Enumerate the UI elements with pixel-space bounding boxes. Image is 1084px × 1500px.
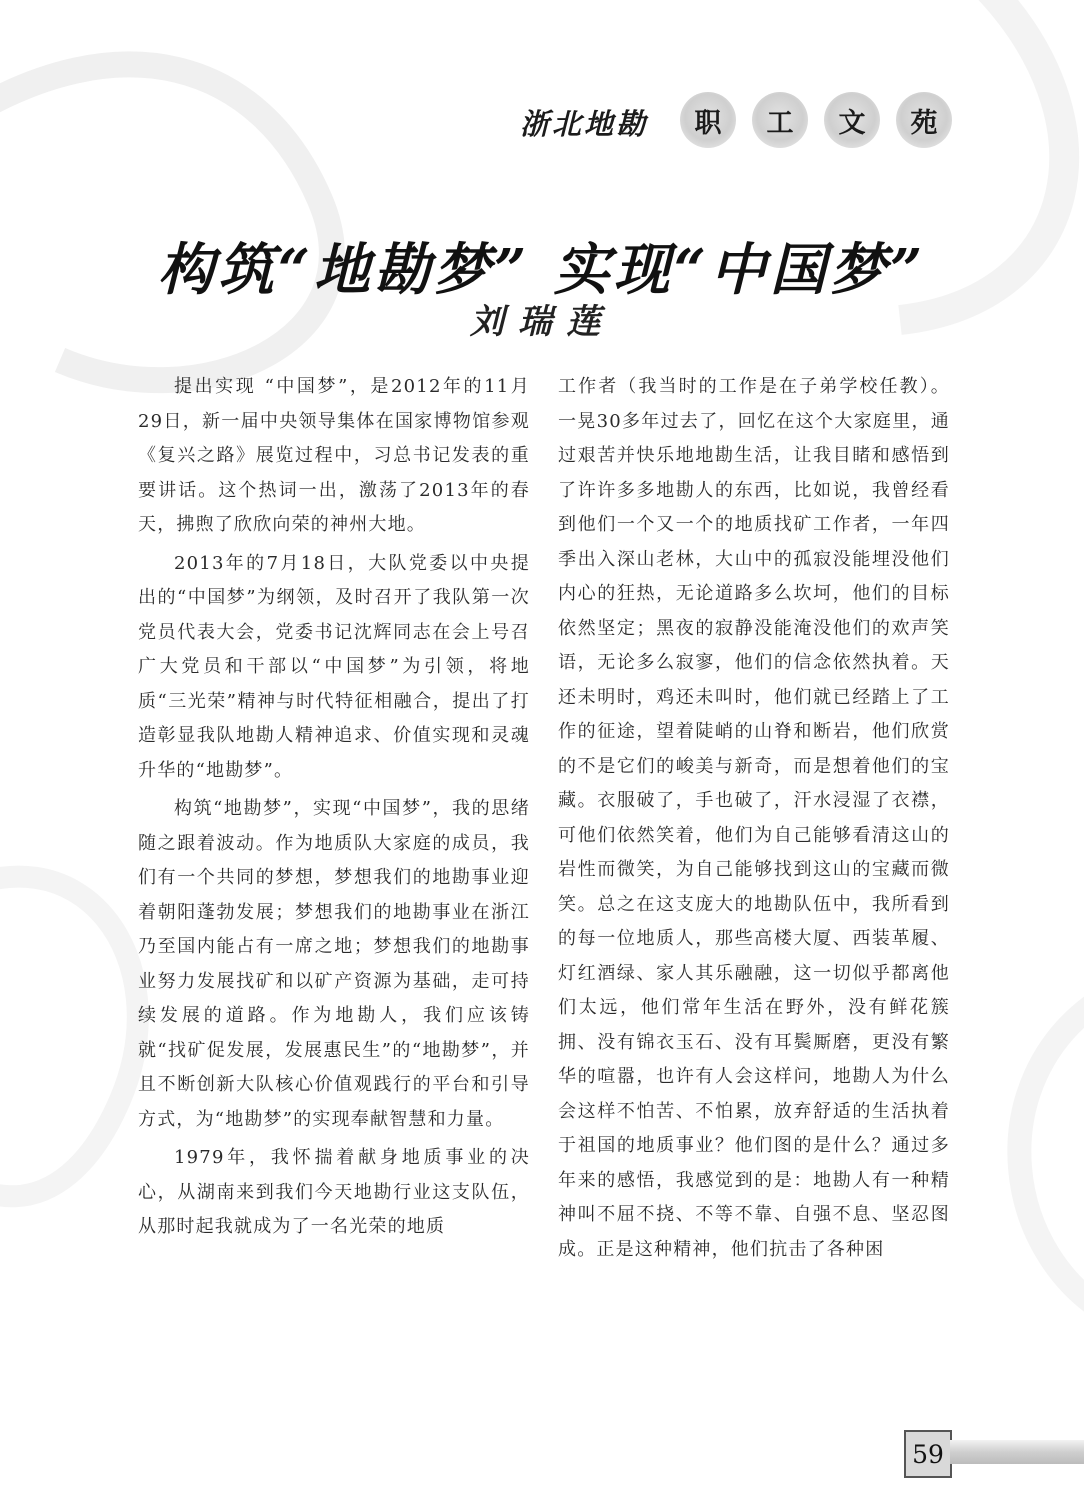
page-header <box>520 92 960 152</box>
paragraph: 2013年的7月18日，大队党委以中央提出的“中国梦”为纲领，及时召开了我队第一次党员代表大会，党委书记沈辉同志在会上号召广大党员和干部以“中国梦”为引领，将地质“三光荣”精神与时代特征相融合，提出了打造彰显我队地勘人精神追求、价值实现和灵魂升华的“地勘梦”。 <box>138 552 530 781</box>
section-char-1: 职 <box>680 92 736 148</box>
section-char-3: 文 <box>824 92 880 148</box>
page-number-bar <box>950 1440 1084 1464</box>
section-char-2: 工 <box>752 92 808 148</box>
body-column-right <box>558 370 950 1271</box>
body-column-left <box>138 370 530 1249</box>
paragraph: 提出实现 “中国梦”，是2012年的11月29日，新一届中央领导集体在国家博物馆参观《复兴之路》展览过程中，习总书记发表的重要讲话。这个热词一出，激荡了2013年的春天，拂煦了欣欣向荣的神州大地。 <box>138 376 530 535</box>
page-number: 59 <box>904 1430 952 1478</box>
section-char-4: 苑 <box>896 92 952 148</box>
paragraph-continued: 工作者（我当时的工作是在子弟学校任教）。一晃30多年过去了，回忆在这个大家庭里，通过艰苦并快乐地地勘生活，让我目睹和感悟到了许许多多地勘人的东西，比如说，我曾经看到他们一个又一个的地质找矿工作者，一年四季出入深山老林，大山中的孤寂没能埋没他们内心的狂热，无论道路多么坎坷，他们的目标依然坚定；黑夜的寂静没能淹没他们的欢声笑语，无论多么寂寥，他们的信念依然执着。天还未明时，鸡还未叫时，他们就已经踏上了工作的征途，望着陡峭的山脊和断岩，他们欣赏的不是它们的峻美与新奇，而是想着他们的宝藏。衣服破了，手也破了，汗水浸湿了衣襟，可他们依然笑着，他们为自己能够看清这山的岩性而微笑，为自己能够找到这山的宝藏而微笑。总之在这支庞大的地勘队伍中，我所看到的每一位地质人，那些高楼大厦、西装革履、灯红酒绿、家人其乐融融，这一切似乎都离他们太远，他们常年生活在野外，没有鲜花簇拥、没有锦衣玉石、没有耳鬓厮磨，更没有繁华的喧嚣，也许有人会这样问，地勘人为什么会这样不怕苦、不怕累，放弃舒适的生活执着于祖国的地质事业？他们图的是什么？通过多年来的感悟，我感觉到的是：地勘人有一种精神叫不屈不挠、不等不靠、自强不息、坚忍图成。正是这种精神，他们抗击了各种困 <box>558 376 950 1260</box>
paragraph: 1979年，我怀揣着献身地质事业的决心，从湖南来到我们今天地勘行业这支队伍，从那时起我就成为了一名光荣的地质 <box>138 1147 530 1237</box>
article-author: 刘瑞莲 <box>470 302 614 342</box>
brand-name: 浙北地勘 <box>520 107 649 141</box>
paragraph: 构筑“地勘梦”，实现“中国梦”，我的思绪随之跟着波动。作为地质队大家庭的成员，我们有一个共同的梦想，梦想我们的地勘事业迎着朝阳蓬勃发展；梦想我们的地勘事业在浙江乃至国内能占有一席之地；梦想我们的地勘事业努力发展找矿和以矿产资源为基础，走可持续发展的道路。作为地勘人，我们应该铸就“找矿促发展，发展惠民生”的“地勘梦”，并且不断创新大队核心价值观践行的平台和引导方式，为“地勘梦”的实现奉献智慧和力量。 <box>138 798 530 1130</box>
page-footer <box>904 1430 1084 1476</box>
article-title: 构筑“地勘梦” 实现“中国梦” <box>157 237 927 303</box>
